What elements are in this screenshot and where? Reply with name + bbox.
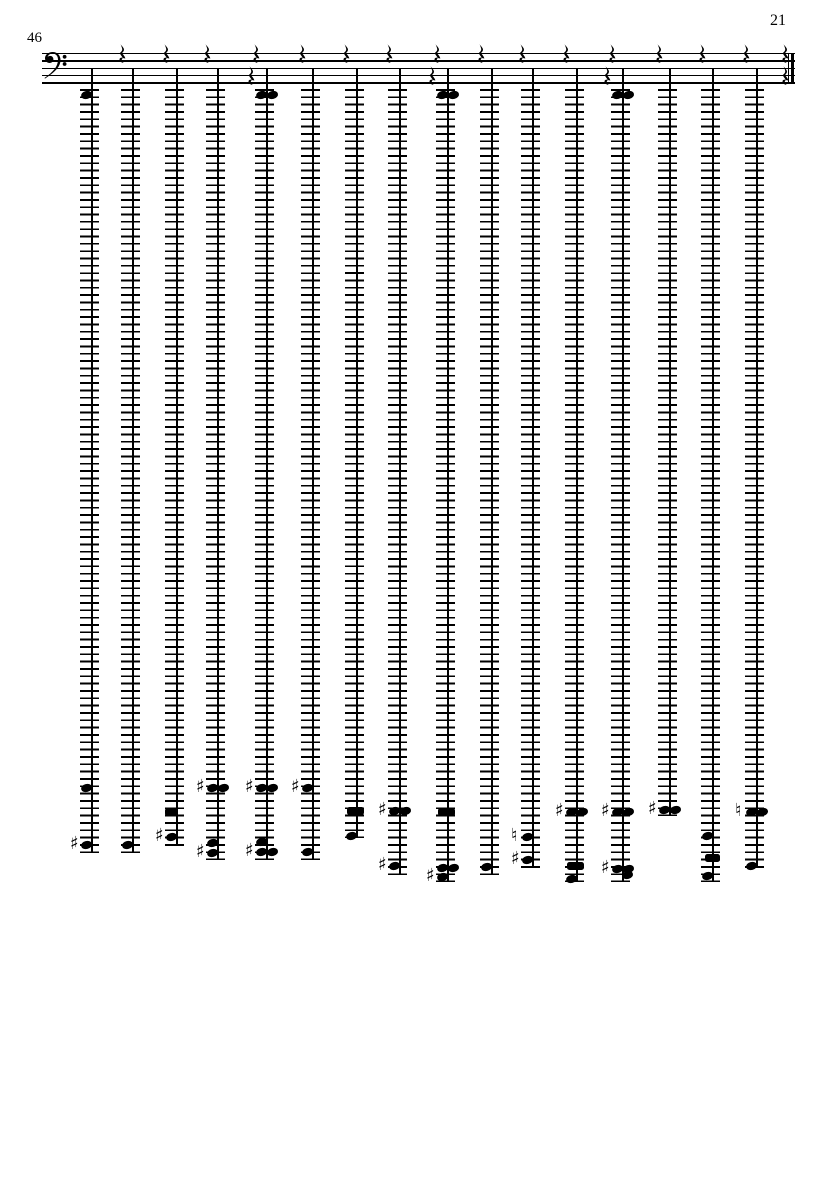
quarter-rest-icon — [247, 66, 256, 90]
ledger-ladder — [565, 89, 584, 882]
quarter-rest-icon — [562, 44, 571, 68]
ledger-ladder — [480, 89, 499, 875]
sharp-icon: ♯ — [601, 800, 610, 821]
note-head — [622, 90, 635, 100]
note-head — [438, 808, 455, 816]
note-stem — [622, 68, 624, 883]
sharp-icon: ♯ — [555, 800, 564, 821]
ledger-ladder — [165, 89, 184, 846]
quarter-rest-icon — [608, 44, 617, 68]
natural-icon: ♮ — [511, 825, 518, 846]
note-stem — [266, 68, 268, 861]
note-stem — [356, 68, 358, 839]
ledger-ladder — [658, 89, 677, 816]
sharp-icon: ♯ — [196, 841, 205, 862]
note-head — [345, 831, 358, 841]
staff-line — [42, 68, 795, 69]
note-head — [669, 805, 682, 815]
ledger-ladder — [611, 89, 630, 882]
quarter-rest-icon — [342, 44, 351, 68]
quarter-rest-icon — [428, 66, 437, 90]
final-barline-thick — [791, 53, 794, 84]
bass-clef-icon — [42, 51, 72, 84]
ledger-ladder — [345, 89, 364, 838]
staff-line — [42, 60, 795, 61]
sharp-icon: ♯ — [511, 848, 520, 869]
note-stem — [91, 68, 93, 853]
note-head — [266, 90, 279, 100]
quarter-rest-icon — [203, 44, 212, 68]
ledger-ladder — [388, 89, 407, 875]
note-head — [266, 847, 279, 857]
sharp-icon: ♯ — [155, 825, 164, 846]
quarter-rest-icon — [781, 66, 790, 90]
ledger-ladder — [121, 89, 140, 853]
quarter-rest-icon — [603, 66, 612, 90]
quarter-rest-icon — [477, 44, 486, 68]
note-head — [266, 783, 279, 793]
ledger-ladder — [206, 89, 225, 860]
ledger-ladder — [301, 89, 320, 860]
sharp-icon: ♯ — [378, 854, 387, 875]
staff-line — [42, 75, 795, 76]
sharp-icon: ♯ — [601, 857, 610, 878]
note-stem — [399, 68, 401, 875]
note-stem — [669, 68, 671, 817]
note-head — [347, 807, 364, 815]
quarter-rest-icon — [385, 44, 394, 68]
note-head — [622, 807, 635, 817]
sharp-icon: ♯ — [648, 798, 657, 819]
note-head — [447, 90, 460, 100]
note-head — [621, 870, 634, 880]
ledger-ladder — [80, 89, 99, 853]
ledger-ladder — [436, 89, 455, 882]
sharp-icon: ♯ — [196, 776, 205, 797]
note-head — [565, 874, 578, 884]
quarter-rest-icon — [298, 44, 307, 68]
quarter-rest-icon — [252, 44, 261, 68]
quarter-rest-icon — [118, 44, 127, 68]
staff-line — [42, 53, 795, 54]
note-head — [447, 863, 460, 873]
sharp-icon: ♯ — [426, 865, 435, 886]
note-stem — [176, 68, 178, 846]
note-head — [217, 783, 230, 793]
note-stem — [217, 68, 219, 861]
sharp-icon: ♯ — [291, 776, 300, 797]
note-stem — [132, 68, 134, 853]
quarter-rest-icon — [698, 44, 707, 68]
note-stem — [312, 68, 314, 861]
sharp-icon: ♯ — [245, 776, 254, 797]
note-head — [567, 862, 584, 870]
note-stem — [576, 68, 578, 883]
quarter-rest-icon — [518, 44, 527, 68]
quarter-rest-icon — [162, 44, 171, 68]
quarter-rest-icon — [433, 44, 442, 68]
quarter-rest-icon — [742, 44, 751, 68]
ledger-ladder — [745, 89, 764, 868]
staff-line — [42, 82, 795, 83]
natural-icon: ♮ — [735, 800, 742, 821]
quarter-rest-icon — [781, 44, 790, 68]
note-head — [705, 854, 720, 862]
ledger-ladder — [521, 89, 540, 868]
note-stem — [447, 68, 449, 883]
note-head — [756, 807, 769, 817]
note-head — [576, 807, 589, 817]
note-stem — [491, 68, 493, 875]
ledger-ladder — [255, 89, 274, 860]
note-stem — [532, 68, 534, 868]
sharp-icon: ♯ — [245, 840, 254, 861]
ledger-ladder — [701, 89, 720, 882]
sharp-icon: ♯ — [378, 799, 387, 820]
sharp-icon: ♯ — [70, 833, 79, 854]
quarter-rest-icon — [655, 44, 664, 68]
measure-number: 46 — [27, 30, 42, 46]
note-stem — [756, 68, 758, 868]
note-head — [745, 861, 758, 871]
note-stem — [712, 68, 714, 883]
final-barline-thin — [788, 53, 789, 84]
note-head — [165, 808, 178, 816]
page-number: 21 — [770, 12, 786, 29]
note-head — [399, 806, 412, 816]
